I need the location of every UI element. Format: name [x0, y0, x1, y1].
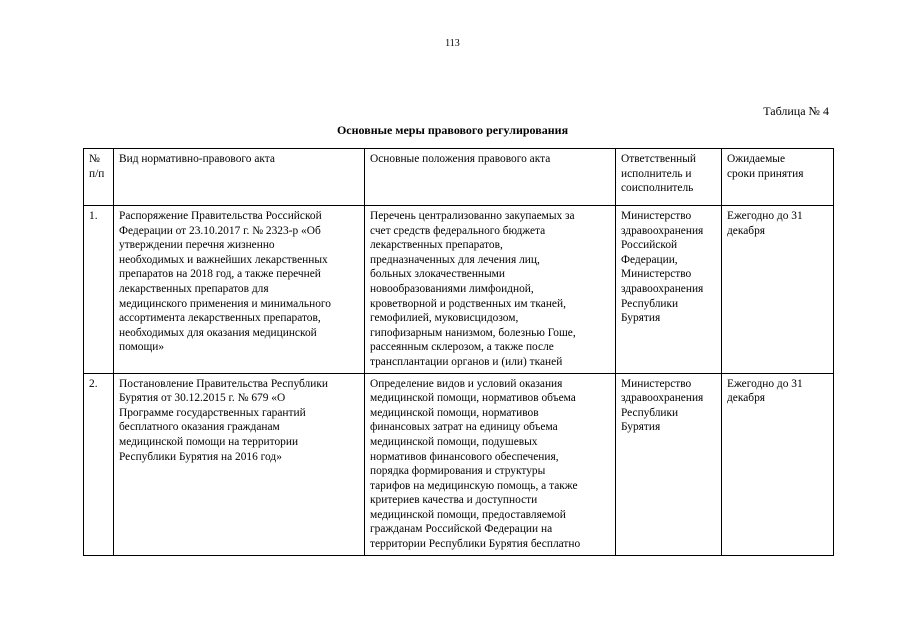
row-2-number-cell — [84, 373, 114, 555]
row-1-provisions-cell — [365, 206, 616, 374]
row-1-provisions: Перечень централизованно закупаемых за счет средств федерального бюджета лекарственных препаратов, предназначенных для лечения лиц, больных злокачественными новообразованиями лимфоидной, кроветворной и родственных им тканей, гемофилией, муковисцидозом, гипофизарным нанизмом, болезнью Гоше, рассеянным склерозом, а также после трансплантации органов и (или) тканей — [370, 210, 576, 368]
table-title: Основные меры правового регулирования — [336, 123, 569, 137]
row-1-act-type-cell — [114, 206, 365, 374]
header-act-type-text: Вид нормативно-правового акта — [119, 153, 275, 165]
table-caption: Таблица № 4 — [763, 104, 829, 118]
header-cell-executor — [616, 149, 722, 206]
header-number-text: № п/п — [89, 153, 105, 180]
row-2-provisions: Определение видов и условий оказания медицинской помощи, нормативов объема медицинской помощи, нормативов финансовых затрат на единицу объема медицинской помощи, подушевых нормативов финансового обеспечения, порядка формирования и структуры тарифов на медицинскую помощь, а также критериев качества и доступности медицинской помощи, предоставляемой гражданам Российской Федерации на территории Республики Бурятия бесплатно — [370, 377, 581, 551]
row-2-provisions-cell — [365, 373, 616, 555]
row-2-act-type-cell — [114, 373, 365, 555]
header-cell-number — [84, 149, 114, 206]
row-2-executor: Министерство здравоохранения Республики Бурятия — [621, 377, 704, 434]
regulation-table — [83, 148, 834, 556]
row-1-act-type: Распоряжение Правительства Российской Федерации от 23.10.2017 г. № 2323-р «Об утверждении перечня жизненно необходимых и важнейших лекарственных препаратов на 2018 год, а также перечней лекарственных препаратов для медицинского применения и минимального ассортимента лекарственных препаратов, необходимых для оказания медицинской помощи» — [119, 210, 331, 354]
header-cell-deadline — [722, 149, 834, 206]
row-1-deadline: Ежегодно до 31 декабря — [727, 210, 803, 237]
table-row — [84, 206, 834, 374]
header-cell-act-type — [114, 149, 365, 206]
row-1-number-cell — [84, 206, 114, 374]
row-1-executor: Министерство здравоохранения Российской Федерации, Министерство здравоохранения Республики Бурятия — [621, 210, 704, 325]
header-executor-text: Ответственный исполнитель и соисполнитель — [621, 153, 697, 195]
header-provisions-text: Основные положения правового акта — [370, 153, 551, 165]
row-2-act-type: Постановление Правительства Республики Бурятия от 30.12.2015 г. № 679 «О Программе государственных гарантий бесплатного оказания гражданам медицинской помощи на территории Республики Бурятия на 2016 год» — [119, 377, 328, 463]
row-1-deadline-cell — [722, 206, 834, 374]
page-number: 113 — [445, 38, 460, 49]
row-2-executor-cell — [616, 373, 722, 555]
row-2-number: 2. — [89, 377, 98, 390]
header-cell-provisions — [365, 149, 616, 206]
row-2-deadline-cell — [722, 373, 834, 555]
row-2-deadline: Ежегодно до 31 декабря — [727, 377, 803, 405]
table-row — [84, 373, 834, 555]
table-header-row — [84, 149, 834, 206]
row-1-executor-cell — [616, 206, 722, 374]
header-deadline-text: Ожидаемые сроки принятия — [727, 153, 804, 180]
row-1-number: 1. — [89, 210, 98, 222]
